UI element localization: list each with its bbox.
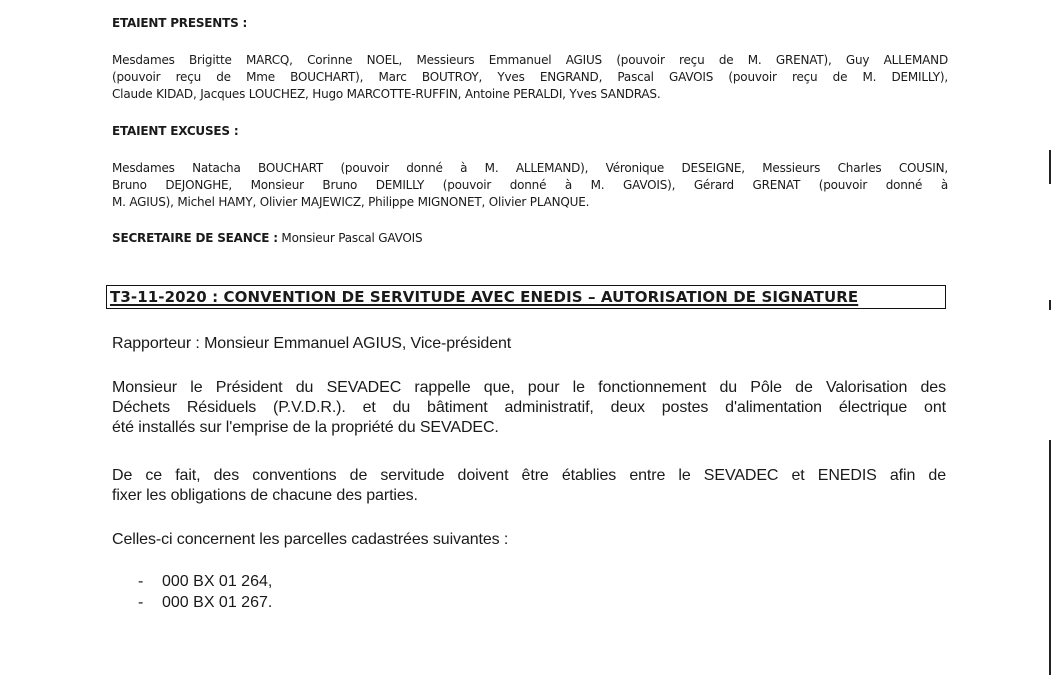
paragraph-line: Monsieur le Président du SEVADEC rappelle que, pour le fonctionnement du Pôle de Valorisation des	[112, 379, 946, 396]
rapporteur: Rapporteur : Monsieur Emmanuel AGIUS, Vice-président	[112, 335, 512, 352]
excused-line: Bruno DEJONGHE, Monsieur Bruno DEMILLY (pouvoir donné à M. GAVOIS), Gérard GRENAT (pouvoir donné à	[112, 178, 948, 192]
parcel-item	[138, 573, 272, 591]
present-line: Mesdames Brigitte MARCQ, Corinne NOEL, Messieurs Emmanuel AGIUS (pouvoir reçu de M. GRENAT), Guy ALLEMAND	[112, 53, 948, 67]
present-line: (pouvoir reçu de Mme BOUCHART), Marc BOUTROY, Yves ENGRAND, Pascal GAVOIS (pouvoir reçu de M. DEMILLY),	[112, 70, 948, 84]
excused-heading: ETAIENT EXCUSES :	[112, 124, 239, 138]
secretary-line	[112, 231, 422, 245]
present-heading: ETAIENT PRESENTS :	[112, 16, 248, 30]
paragraph-line: fixer les obligations de chacune des parties.	[112, 487, 418, 504]
present-line: Claude KIDAD, Jacques LOUCHEZ, Hugo MARCOTTE-RUFFIN, Antoine PERALDI, Yves SANDRAS.	[112, 87, 661, 101]
excused-line: M. AGIUS), Michel HAMY, Olivier MAJEWICZ, Philippe MIGNONET, Olivier PLANQUE.	[112, 195, 590, 209]
paragraph-line: Déchets Résiduels (P.V.D.R.). et du bâtiment administratif, deux postes d'alimentation électrique ont	[112, 399, 946, 416]
paragraph-line: De ce fait, des conventions de servitude doivent être établies entre le SEVADEC et ENEDIS afin de	[112, 467, 946, 484]
parcel-value: 000 BX 01 267.	[162, 594, 273, 611]
list-dash: -	[138, 573, 144, 590]
scan-edge-mark	[1049, 150, 1051, 184]
deliberation-title-box	[106, 285, 946, 309]
scan-edge-mark	[1049, 440, 1051, 675]
secretary-name: Monsieur Pascal GAVOIS	[281, 231, 423, 245]
present-list	[112, 52, 948, 103]
deliberation-title: T3-11-2020 : CONVENTION DE SERVITUDE AVEC ENEDIS – AUTORISATION DE SIGNATURE	[110, 288, 859, 306]
excused-list	[112, 160, 948, 211]
parcel-item	[138, 594, 272, 612]
scan-edge-mark	[1049, 300, 1051, 310]
paragraph-context	[112, 378, 946, 438]
secretary-label: SECRETAIRE DE SEANCE :	[112, 231, 278, 245]
paragraph-parcels-intro: Celles-ci concernent les parcelles cadastrées suivantes :	[112, 531, 509, 548]
paragraph-line: été installés sur l'emprise de la propriété du SEVADEC.	[112, 419, 499, 436]
paragraph-conventions	[112, 466, 946, 506]
parcel-value: 000 BX 01 264,	[162, 573, 273, 590]
excused-line: Mesdames Natacha BOUCHART (pouvoir donné à M. ALLEMAND), Véronique DESEIGNE, Messieurs Charles COUSIN,	[112, 161, 948, 175]
list-dash: -	[138, 594, 144, 611]
